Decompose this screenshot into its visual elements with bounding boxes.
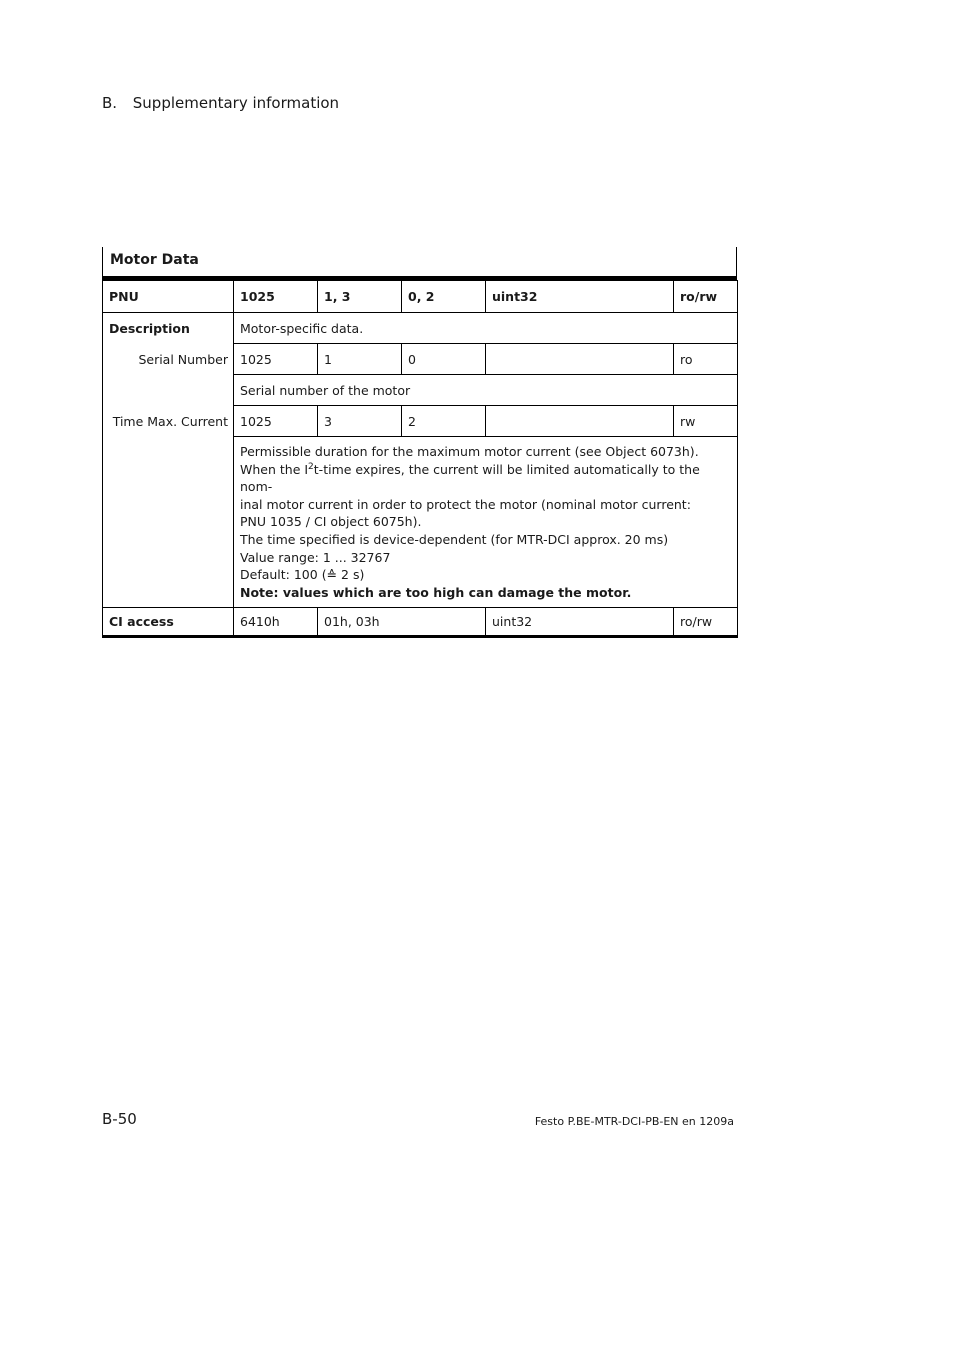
serial-pnu: 1025: [234, 344, 318, 375]
table-row: [103, 375, 738, 406]
table-row: [103, 437, 738, 608]
description-text: Motor-specific data.: [234, 313, 738, 344]
serial-access: ro: [674, 344, 738, 375]
head-subindex: 1, 3: [318, 281, 402, 313]
serial-idx: 0: [402, 344, 486, 375]
ci-access: ro/rw: [674, 608, 738, 637]
table-title: Motor Data: [102, 247, 737, 280]
serial-sub: 1: [318, 344, 402, 375]
tmax-idx: 2: [402, 406, 486, 437]
motor-data-table: [102, 247, 737, 638]
time-max-current-label: Time Max. Current: [103, 406, 234, 437]
tmax-access: rw: [674, 406, 738, 437]
ci-index: 6410h: [234, 608, 318, 637]
ci-sub: 01h, 03h: [318, 608, 486, 637]
head-pnu-value: 1025: [234, 281, 318, 313]
head-access: ro/rw: [674, 281, 738, 313]
section-title: Supplementary information: [132, 94, 340, 112]
document-id: Festo P.BE-MTR-DCI-PB-EN en 1209a: [534, 1115, 734, 1128]
tmax-description: Permissible duration for the maximum motor current (see Object 6073h). When the $I^2t$-time expires, the current will be limited automatically to the nom- inal motor current in order to protect the motor (nominal motor current: PNU 1035 / CI object 6075h). The time specified is device-dependent (for MTR-DCI approx. 20 ms) Value range: 1 ... 32767 Default: 100 (≙ 2 s) Note: values which are too high can damage the motor.: [234, 437, 738, 608]
table-row: [103, 281, 738, 313]
ci-type: uint32: [486, 608, 674, 637]
head-index: 0, 2: [402, 281, 486, 313]
table-row: [103, 406, 738, 437]
table-row: [103, 344, 738, 375]
tmax-type: [486, 406, 674, 437]
serial-description: Serial number of the motor: [234, 375, 738, 406]
tmax-pnu: 1025: [234, 406, 318, 437]
section-number: B.: [102, 94, 118, 112]
head-pnu-label: PNU: [103, 281, 234, 313]
page-number: B-50: [102, 1110, 137, 1128]
serial-number-label: Serial Number: [103, 344, 234, 375]
ci-access-label: CI access: [103, 608, 234, 637]
table-row: [103, 608, 738, 637]
warning-note: Note: values which are too high can damage the motor.: [240, 584, 632, 600]
table-row: [103, 313, 738, 344]
description-label: Description: [103, 313, 234, 344]
head-type: uint32: [486, 281, 674, 313]
serial-type: [486, 344, 674, 375]
tmax-sub: 3: [318, 406, 402, 437]
page-header: [102, 94, 339, 112]
